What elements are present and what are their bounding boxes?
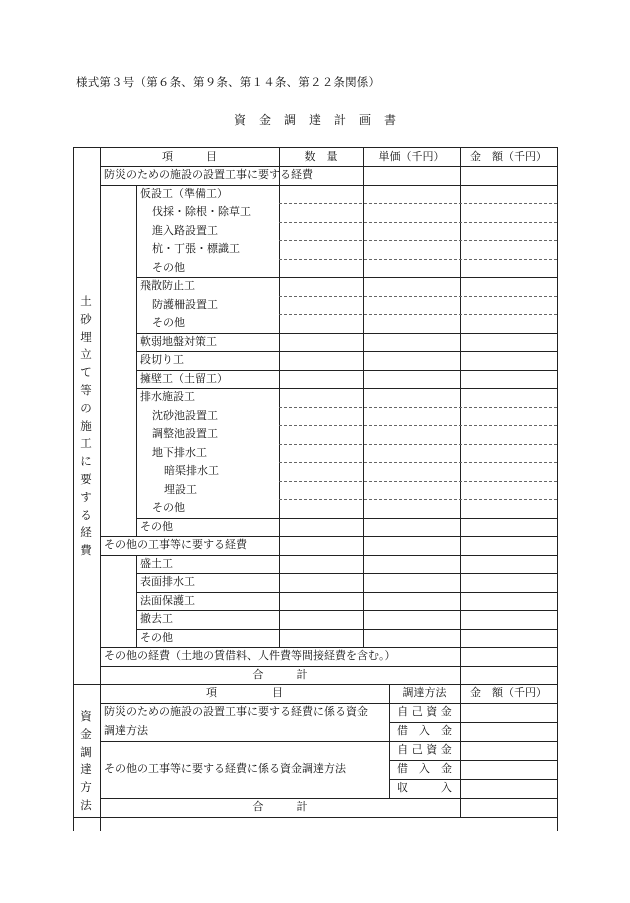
cost-item-label: その他 [152, 501, 185, 514]
row-line [136, 610, 558, 611]
cost-item-label: 段切り工 [140, 353, 184, 366]
header-unit-price: 単価（千円） [378, 150, 445, 163]
cost-item-label: その他 [152, 260, 185, 274]
cost-item-label: 軟弱地盤対策工 [140, 334, 217, 348]
header-item-part2: 項 目 [206, 686, 283, 699]
cost-item-label: 調整池設置工 [152, 427, 218, 440]
header-amount: 金 額（千円） [470, 150, 547, 163]
method-own-funds: 自 己 資 金 [397, 705, 452, 718]
table-bottom-border [73, 817, 558, 818]
cost-item-label: 撤去工 [140, 612, 173, 625]
cost-item-label: 暗渠排水工 [164, 464, 219, 477]
side-label-funding-method: 資 金 調 達 方 法 [80, 709, 92, 812]
method-borrowing: 借 入 金 [397, 724, 452, 737]
part1-total-label: 合 計 [252, 667, 308, 681]
amount-column-line [460, 147, 461, 685]
sub-item-column-line [136, 555, 137, 649]
dashed-divider [279, 259, 557, 260]
dashed-divider [279, 444, 557, 445]
cost-item-label: 表面排水工 [140, 575, 195, 588]
row-line [100, 741, 558, 742]
header-quantity: 数 量 [304, 150, 338, 163]
cost-item-label: 伐採・除根・除草工 [152, 205, 251, 218]
dashed-divider [279, 499, 557, 500]
cost-item-label: その他 [140, 630, 173, 644]
cost-item-label: 埋設工 [164, 482, 197, 496]
other-expenses-label: その他の経費（土地の賃借料、人件費等間接経費を含む。） [104, 649, 396, 662]
dashed-divider [279, 296, 557, 297]
cost-item-label: その他 [152, 316, 185, 329]
row-line [136, 629, 558, 630]
method-borrowing: 借 入 金 [397, 762, 452, 775]
dashed-divider [279, 407, 557, 408]
side-column-line [100, 147, 101, 831]
header-item: 項 目 [162, 150, 217, 163]
side-label-construction-costs: 土 砂 埋 立 て 等 の 施 工 に 要 す る 経 費 [80, 294, 92, 558]
dashed-divider [279, 222, 557, 223]
cost-item-label: 仮設工（準備工） [140, 186, 228, 200]
cost-item-label: 擁壁工（土留工） [140, 371, 228, 385]
row-line [136, 277, 558, 278]
cost-item-label: その他 [140, 519, 173, 533]
method-income: 収 入 [397, 781, 452, 794]
dashed-divider [279, 240, 557, 241]
cost-item-label: 盛土工 [140, 556, 173, 570]
row-line [136, 518, 558, 519]
document-heading: 資金調達計画書 [233, 113, 409, 127]
cost-item-label: 地下排水工 [152, 445, 207, 459]
cost-item-label: 排水施設工 [140, 390, 195, 403]
dashed-divider [279, 203, 557, 204]
sub-item-column-line [136, 185, 137, 538]
dashed-divider [279, 481, 557, 482]
dashed-divider [279, 425, 557, 426]
form-title: 様式第３号（第６条、第９条、第１４条、第２２条関係） [76, 75, 381, 89]
funding-item-disaster-line2: 調達方法 [104, 724, 148, 737]
header-method: 調達方法 [402, 686, 447, 699]
part2-total-label: 合 計 [252, 800, 308, 813]
cost-item-label: 法面保護工 [140, 593, 195, 607]
dashed-divider [279, 462, 557, 463]
funding-item-disaster-line1: 防災のための施設の設置工事に要する経費に係る資金 [104, 705, 368, 718]
dashed-divider [279, 314, 557, 315]
cost-item-label: 沈砂池設置工 [152, 408, 218, 422]
cost-item-label: 進入路設置工 [152, 223, 218, 237]
row-line [136, 351, 558, 352]
row-line [136, 388, 558, 389]
header-amount-part2: 金 額（千円） [470, 686, 547, 699]
section-disaster-facility-costs: 防災のための施設の設置工事に要する経費 [104, 168, 313, 181]
section-other-works-costs: その他の工事等に要する経費 [104, 538, 247, 551]
row-line [136, 573, 558, 574]
funding-item-other-works: その他の工事等に要する経費に係る資金調達方法 [104, 762, 346, 775]
cost-item-label: 杭・丁張・標識工 [152, 242, 240, 255]
cost-item-label: 防護柵設置工 [152, 297, 218, 311]
row-line [136, 592, 558, 593]
cost-item-label: 飛散防止工 [140, 279, 195, 292]
table-right-border [557, 147, 558, 831]
method-own-funds: 自 己 資 金 [397, 743, 452, 756]
